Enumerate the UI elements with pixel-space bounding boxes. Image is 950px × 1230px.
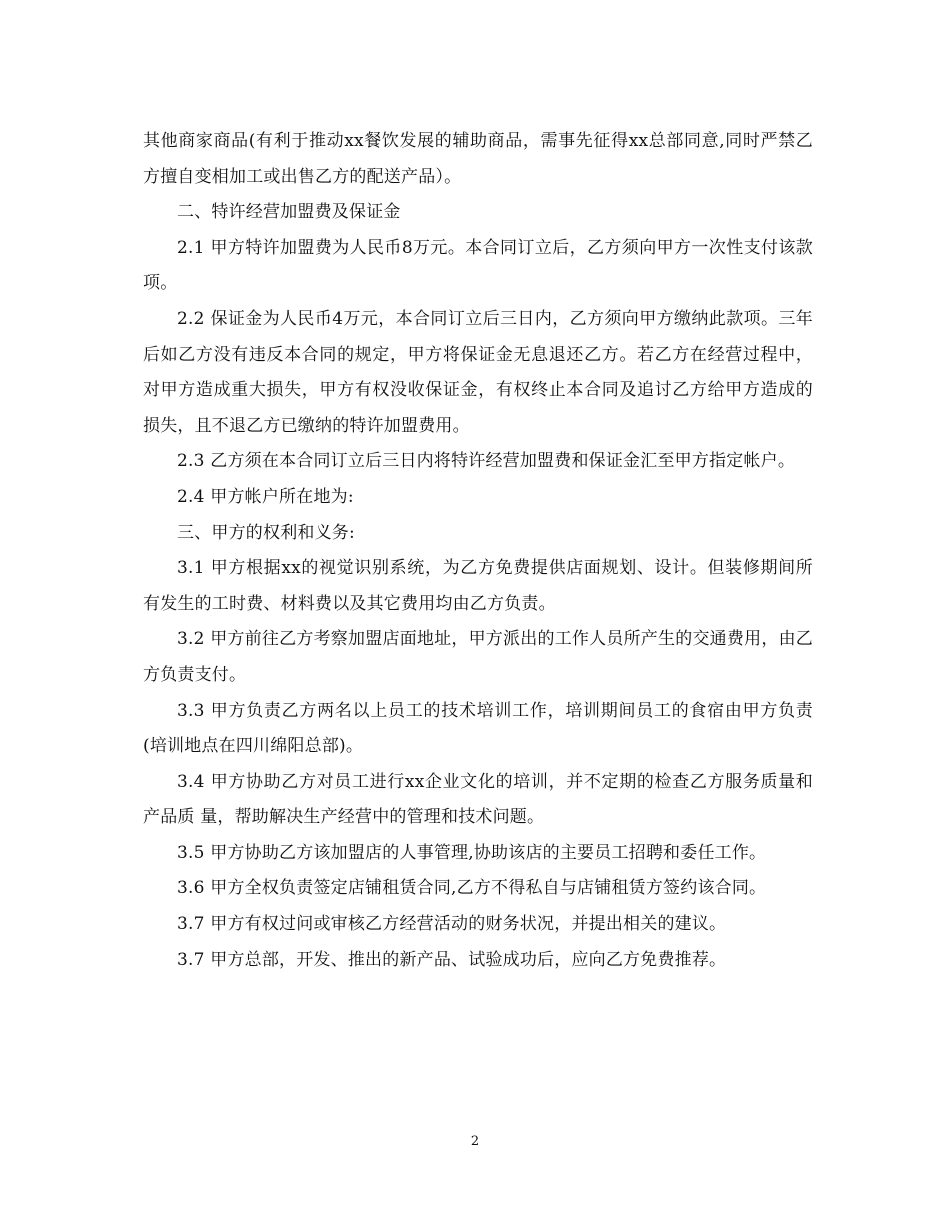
paragraph-continuation: 其他商家商品(有利于推动xx餐饮发展的辅助商品，需事先征得xx总部同意,同时严禁乙方擅自变相加工或出售乙方的配送产品）。	[143, 131, 813, 187]
clause-2-2: 2.2 保证金为人民币4万元，本合同订立后三日内，乙方须向甲方缴纳此款项。三年后如乙方没有违反本合同的规定，甲方将保证金无息退还乙方。若乙方在经营过程中，对甲方造成重大损失，甲方有权没收保证金，有权终止本合同及追讨乙方给甲方造成的损失，且不退乙方已缴纳的特许加盟费用。	[143, 308, 813, 436]
page-number: 2	[470, 1134, 480, 1149]
clause-2-1: 2.1 甲方特许加盟费为人民币8万元。本合同订立后，乙方须向甲方一次性支付该款项。	[143, 237, 813, 294]
clause-2-3: 2.3 乙方须在本合同订立后三日内将特许经营加盟费和保证金汇至甲方指定帐户。	[177, 451, 796, 472]
clause-3-5: 3.5 甲方协助乙方该加盟店的人事管理,协助该店的主要员工招聘和委任工作。	[177, 842, 767, 863]
document-body	[143, 124, 813, 978]
section-heading-3: 三、甲方的权利和义务:	[177, 522, 355, 543]
clause-3-3: 3.3 甲方负责乙方两名以上员工的技术培训工作，培训期间员工的食宿由甲方负责(培训地点在四川绵阳总部)。	[143, 700, 813, 757]
clause-3-2: 3.2 甲方前往乙方考察加盟店面地址，甲方派出的工作人员所产生的交通费用，由乙方负责支付。	[143, 629, 813, 685]
clause-2-4: 2.4 甲方帐户所在地为:	[177, 486, 354, 507]
clause-3-4: 3.4 甲方协助乙方对员工进行xx企业文化的培训，并不定期的检查乙方服务质量和产品质 量，帮助解决生产经营中的管理和技术问题。	[143, 771, 813, 828]
clause-3-7-a: 3.7 甲方有权过问或审核乙方经营活动的财务状况，并提出相关的建议。	[177, 914, 727, 935]
clause-3-7-b: 3.7 甲方总部，开发、推出的新产品、试验成功后，应向乙方免费推荐。	[177, 949, 727, 970]
clause-3-6: 3.6 甲方全权负责签定店铺租赁合同,乙方不得私自与店铺租赁方签约该合同。	[177, 878, 767, 899]
clause-3-1: 3.1 甲方根据xx的视觉识别系统，为乙方免费提供店面规划、设计。但装修期间所有发生的工时费、材料费以及其它费用均由乙方负责。	[143, 558, 813, 614]
section-heading-2: 二、特许经营加盟费及保证金	[177, 202, 401, 223]
